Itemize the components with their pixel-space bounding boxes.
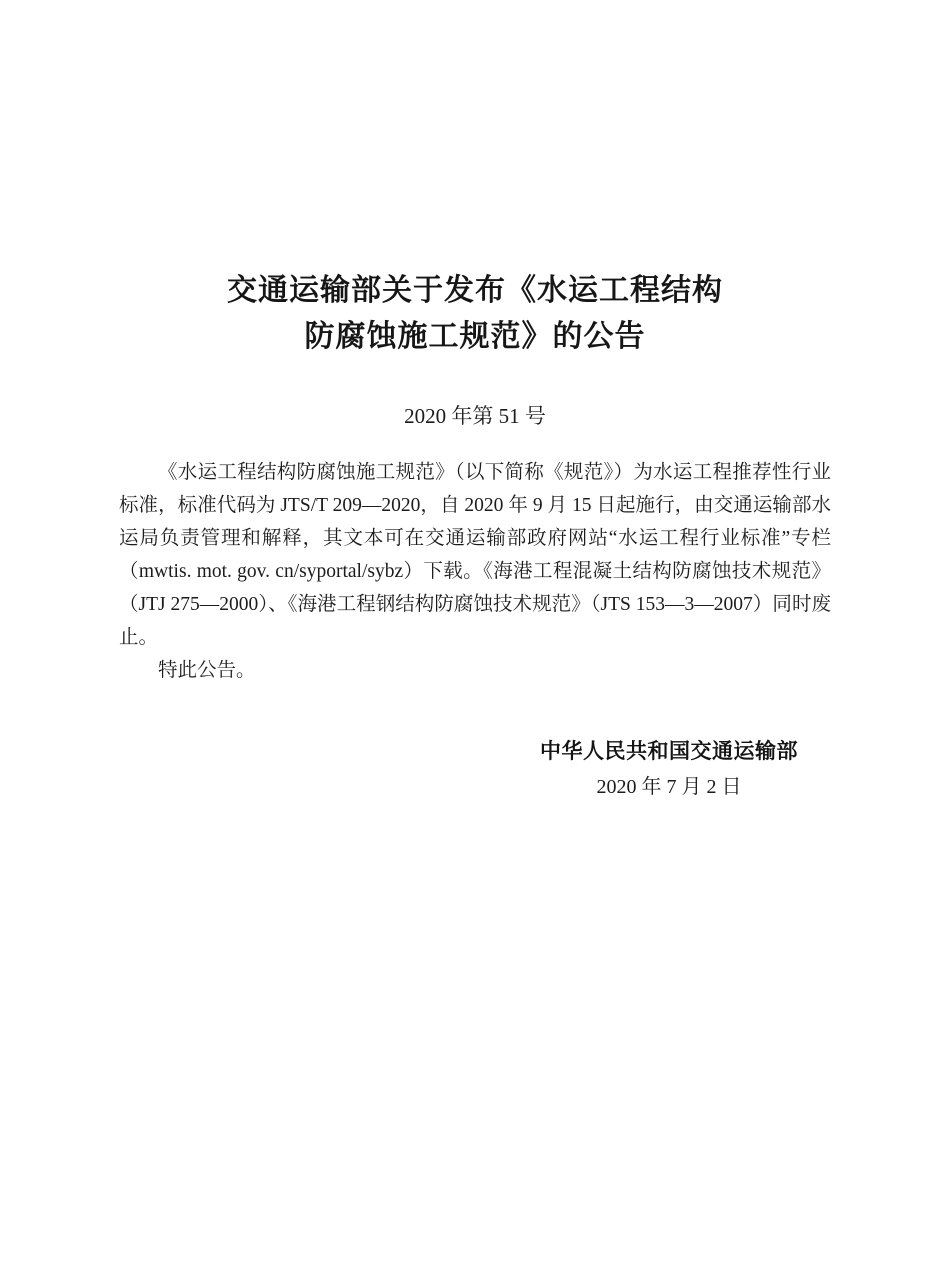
- signature-block: [540, 739, 798, 800]
- document-title-line2: 防腐蚀施工规范》的公告: [304, 320, 646, 354]
- issue-date: 2020 年 7 月 2 日: [596, 776, 742, 799]
- document-body: [119, 456, 831, 654]
- document-number: 2020 年第 51 号: [404, 404, 546, 429]
- body-paragraph: 《水运工程结构防腐蚀施工规范》（以下简称《规范》）为水运工程推荐性行业标准，标准代码为 JTS/T 209—2020，自 2020 年 9 月 15 日起施行，由交通运输部水运局负责管理和解释，其文本可在交通运输部政府网站“水运工程行业标准”专栏（mwtis. mot. gov. cn/syportal/sybz）下载。《海港工程混凝土结构防腐蚀技术规范》（JTJ 275—2000）、《海港工程钢结构防腐蚀技术规范》（JTS 153—3—2007）同时废止。: [119, 462, 831, 649]
- document-title: [0, 20, 950, 360]
- document-title-line1: 交通运输部关于发布《水运工程结构: [227, 274, 723, 308]
- issuer-name: 中华人民共和国交通运输部: [540, 740, 798, 764]
- closing-line: 特此公告。: [158, 660, 256, 682]
